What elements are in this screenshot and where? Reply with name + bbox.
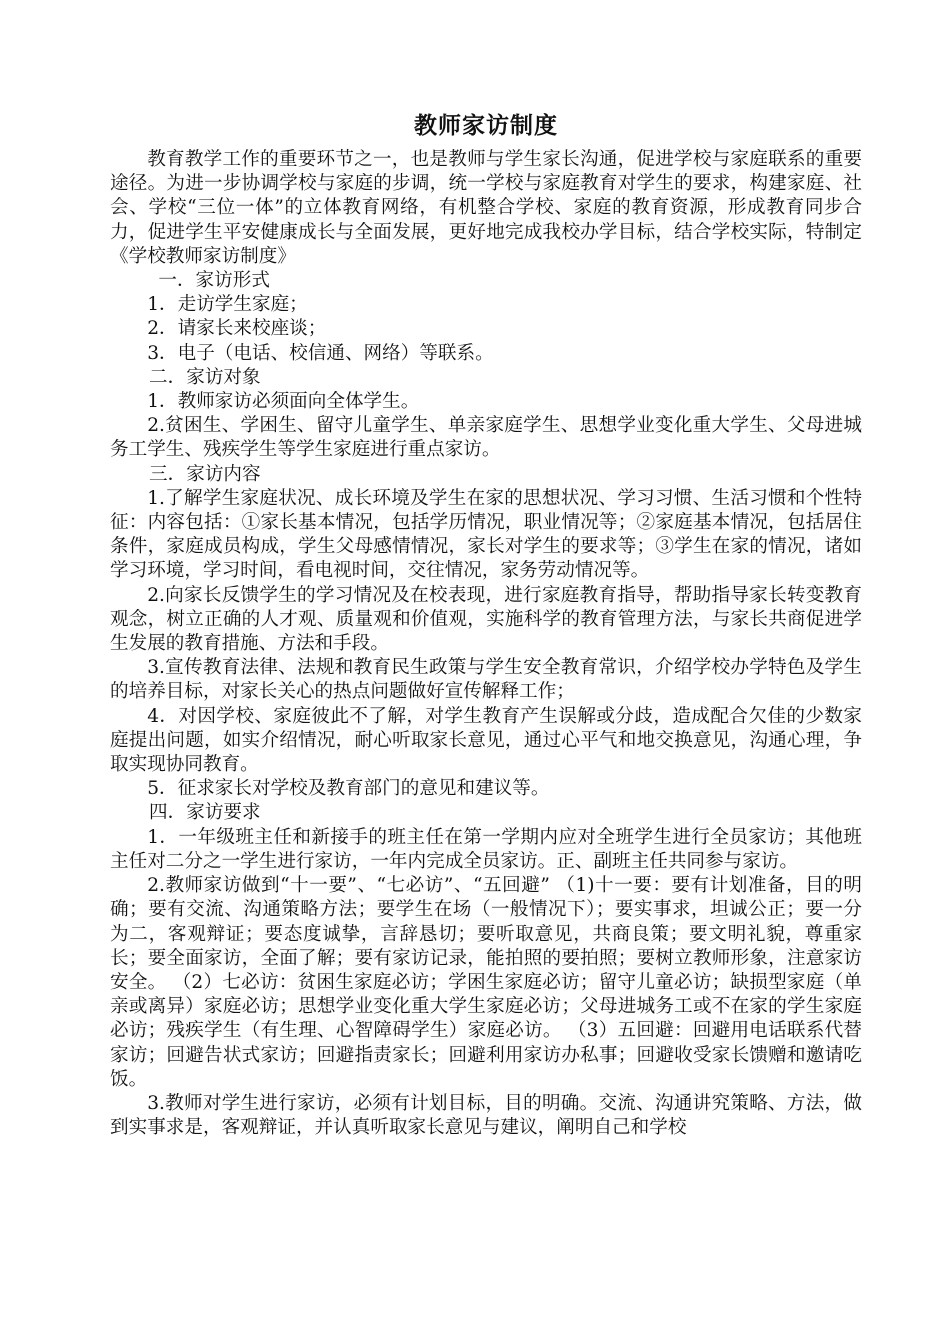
list-item: 2.贫困生、学困生、留守儿童学生、单亲家庭学生、思想学业变化重大学生、父母进城务工学生、残疾学生等学生家庭进行重点家访。 [110, 415, 862, 461]
intro-paragraph: 教育教学工作的重要环节之一，也是教师与学生家长沟通，促进学校与家庭联系的重要途径。为进一步协调学校与家庭的步调，统一学校与家庭教育对学生的要求，构建家庭、社会、学校“三位一体”的立体教育网络，有机整合学校、家庭的教育资源，形成教育同步合力，促进学生平安健康成长与全面发展，更好地完成我校办学目标，结合学校实际，特制定《学校教师家访制度》 [110, 149, 862, 267]
list-item: 5．征求家长对学校及教育部门的意见和建议等。 [147, 778, 550, 800]
section-requirements [110, 801, 862, 1140]
section-targets [110, 366, 862, 463]
list-item: 3.宣传教育法律、法规和教育民生政策与学生安全教育常识，介绍学校办学特色及学生的培养目标，对家长关心的热点问题做好宣传解释工作； [110, 657, 862, 703]
list-item: 1．一年级班主任和新接手的班主任在第一学期内应对全班学生进行全员家访；其他班主任对二分之一学生进行家访，一年内完成全员家访。正、副班主任共同参与家访。 [110, 826, 862, 872]
document-page [110, 108, 862, 1140]
section-heading: 三．家访内容 [149, 463, 261, 485]
list-item: 3.教师对学生进行家访，必须有计划目标，目的明确。交流、沟通讲究策略、方法，做到实事求是，客观辩证，并认真听取家长意见与建议，阐明自己和学校 [110, 1092, 862, 1139]
list-item: 4．对因学校、家庭彼此不了解，对学生教育产生误解或分歧，造成配合欠佳的少数家庭提出问题，如实介绍情况，耐心听取家长意见，通过心平气和地交换意见，沟通心理，争取实现协同教育。 [110, 705, 862, 776]
list-item: 2.向家长反馈学生的学习情况及在校表现，进行家庭教育指导，帮助指导家长转变教育观念，树立正确的人才观、质量观和价值观，实施科学的教育管理方法，与家长共商促进学生发展的教育措施、方法和手段。 [110, 584, 862, 655]
list-item: 1．教师家访必须面向全体学生。 [147, 391, 420, 413]
section-heading: 二．家访对象 [149, 366, 261, 388]
list-item: 2.教师家访做到“十一要”、“七必访”、“五回避” （1)十一要：要有计划准备，目的明确；要有交流、沟通策略方法；要学生在场（一般情况下）；要实事求，坦诚公正；要一分为二，客观辩证；要态度诚挚，言辞恳切；要听取意见，共商良策；要文明礼貌，尊重家长；要全面家访，全面了解；要有家访记录，能拍照的要拍照；要树立教师形象，注意家访安全。 （2）七必访：贫困生家庭必访；学困生家庭必访；留守儿童必访；缺损型家庭（单亲或离异）家庭必访；思想学业变化重大学生家庭必访；父母进城务工或不在家的学生家庭必访；残疾学生（有生理、心智障碍学生）家庭必访。 （3）五回避：回避用电话联系代替家访；回避告状式家访；回避指责家长；回避利用家访办私事；回避收受家长馈赠和邀请吃饭。 [110, 875, 862, 1090]
document-title: 教师家访制度 [414, 112, 558, 139]
list-item: 3．电子（电话、校信通、网络）等联系。 [147, 342, 494, 364]
section-content [110, 463, 862, 802]
section-forms [110, 269, 862, 366]
section-heading: 一．家访形式 [158, 270, 270, 292]
list-item: 1.了解学生家庭状况、成长环境及学生在家的思想状况、学习习惯、生活习惯和个性特征：内容包括：①家长基本情况，包括学历情况，职业情况等；②家庭基本情况，包括居住条件，家庭成员构成，学生父母感情情况，家长对学生的要求等；③学生在家的情况，诸如学习环境，学习时间，看电视时间，交往情况，家务劳动情况等。 [110, 487, 862, 582]
section-heading: 四．家访要求 [149, 802, 261, 824]
list-item: 1．走访学生家庭； [147, 294, 308, 316]
list-item: 2．请家长来校座谈； [147, 318, 327, 340]
